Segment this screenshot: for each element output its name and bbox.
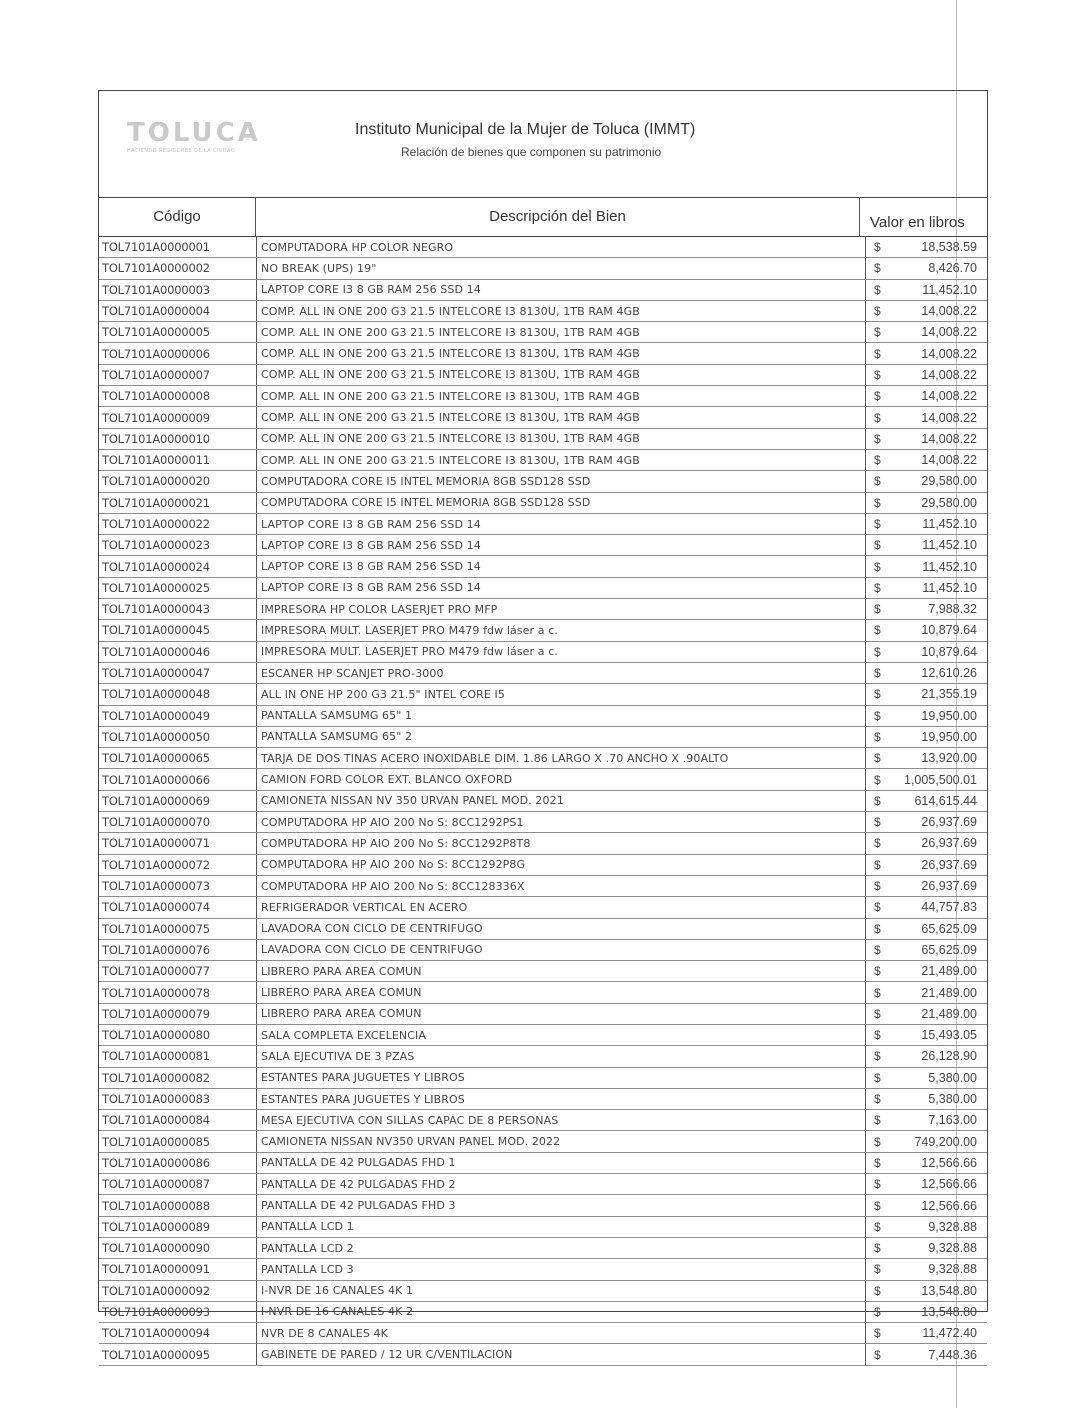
asset-code: TOL7101A0000070 (99, 812, 257, 833)
asset-code: TOL7101A0000094 (99, 1323, 257, 1344)
asset-value: 29,580.00 (894, 471, 987, 492)
asset-description: LAVADORA CON CICLO DE CENTRIFUGO (257, 939, 866, 960)
currency-symbol: $ (866, 641, 895, 662)
asset-value: 11,472.40 (894, 1323, 987, 1344)
document-subtitle: Relación de bienes que componen su patrimonio (401, 145, 662, 159)
asset-value: 26,128.90 (894, 1046, 987, 1067)
table-row (99, 258, 987, 279)
table-row (99, 1003, 987, 1024)
asset-value: 14,008.22 (894, 449, 987, 470)
currency-symbol: $ (866, 662, 895, 683)
currency-symbol: $ (866, 556, 895, 577)
asset-description: COMPUTADORA HP AIO 200 No S: 8CC128336X (257, 875, 866, 896)
currency-symbol: $ (866, 748, 895, 769)
asset-code: TOL7101A0000004 (99, 300, 257, 321)
asset-description: COMP. ALL IN ONE 200 G3 21.5 INTELCORE I3 8130U, 1TB RAM 4GB (257, 322, 866, 343)
currency-symbol: $ (866, 1259, 895, 1280)
currency-symbol: $ (866, 854, 895, 875)
table-row (99, 705, 987, 726)
asset-value: 1,005,500.01 (894, 769, 987, 790)
table-row (99, 961, 987, 982)
asset-description: COMP. ALL IN ONE 200 G3 21.5 INTELCORE I3 8130U, 1TB RAM 4GB (257, 428, 866, 449)
table-row (99, 1088, 987, 1109)
asset-code: TOL7101A0000009 (99, 407, 257, 428)
asset-code: TOL7101A0000066 (99, 769, 257, 790)
asset-description: CAMIONETA NISSAN NV350 URVAN PANEL MOD. 2022 (257, 1131, 866, 1152)
currency-symbol: $ (866, 237, 895, 258)
asset-description: SALA EJECUTIVA DE 3 PZAS (257, 1046, 866, 1067)
asset-code: TOL7101A0000001 (99, 237, 257, 258)
currency-symbol: $ (866, 577, 895, 598)
asset-code: TOL7101A0000023 (99, 535, 257, 556)
asset-value: 13,548.80 (894, 1301, 987, 1322)
asset-code: TOL7101A0000022 (99, 513, 257, 534)
asset-description: COMPUTADORA HP AIO 200 No S: 8CC1292PS1 (257, 812, 866, 833)
asset-value: 10,879.64 (894, 641, 987, 662)
table-row (99, 556, 987, 577)
asset-code: TOL7101A0000025 (99, 577, 257, 598)
table-row (99, 386, 987, 407)
asset-description: LAPTOP CORE I3 8 GB RAM 256 SSD 14 (257, 556, 866, 577)
asset-code: TOL7101A0000047 (99, 662, 257, 683)
asset-code: TOL7101A0000076 (99, 939, 257, 960)
table-row (99, 684, 987, 705)
asset-code: TOL7101A0000077 (99, 961, 257, 982)
currency-symbol: $ (866, 684, 895, 705)
asset-code: TOL7101A0000086 (99, 1152, 257, 1173)
asset-code: TOL7101A0000085 (99, 1131, 257, 1152)
table-row (99, 1195, 987, 1216)
table-row (99, 1237, 987, 1258)
table-row (99, 1152, 987, 1173)
table-row (99, 620, 987, 641)
asset-value: 21,489.00 (894, 961, 987, 982)
currency-symbol: $ (866, 1195, 895, 1216)
currency-symbol: $ (866, 790, 895, 811)
asset-value: 5,380.00 (894, 1088, 987, 1109)
asset-description: LAPTOP CORE I3 8 GB RAM 256 SSD 14 (257, 279, 866, 300)
asset-code: TOL7101A0000005 (99, 322, 257, 343)
asset-value: 14,008.22 (894, 428, 987, 449)
table-row (99, 833, 987, 854)
toluca-logo (127, 119, 272, 159)
asset-code: TOL7101A0000091 (99, 1259, 257, 1280)
asset-code: TOL7101A0000093 (99, 1301, 257, 1322)
asset-code: TOL7101A0000065 (99, 748, 257, 769)
currency-symbol: $ (866, 1088, 895, 1109)
asset-code: TOL7101A0000006 (99, 343, 257, 364)
table-row (99, 1280, 987, 1301)
asset-description: ESTANTES PARA JUGUETES Y LIBROS (257, 1088, 866, 1109)
asset-description: NVR DE 8 CANALES 4K (257, 1323, 866, 1344)
asset-code: TOL7101A0000079 (99, 1003, 257, 1024)
asset-description: I-NVR DE 16 CANALES 4K 2 (257, 1301, 866, 1322)
asset-description: LIBRERO PARA AREA COMUN (257, 961, 866, 982)
currency-symbol: $ (866, 471, 895, 492)
currency-symbol: $ (866, 449, 895, 470)
asset-description: CAMIONETA NISSAN NV 350 URVAN PANEL MOD. 2021 (257, 790, 866, 811)
asset-code: TOL7101A0000043 (99, 599, 257, 620)
asset-code: TOL7101A0000045 (99, 620, 257, 641)
asset-description: ESCANER HP SCANJET PRO-3000 (257, 662, 866, 683)
asset-description: REFRIGERADOR VERTICAL EN ACERO (257, 897, 866, 918)
asset-description: ALL IN ONE HP 200 G3 21.5" INTEL CORE I5 (257, 684, 866, 705)
table-row (99, 662, 987, 683)
table-row (99, 471, 987, 492)
asset-description: LAPTOP CORE I3 8 GB RAM 256 SSD 14 (257, 577, 866, 598)
table-row (99, 599, 987, 620)
asset-description: TARJA DE DOS TINAS ACERO INOXIDABLE DIM. 1.86 LARGO X .70 ANCHO X .90ALTO (257, 748, 866, 769)
currency-symbol: $ (866, 279, 895, 300)
asset-code: TOL7101A0000075 (99, 918, 257, 939)
currency-symbol: $ (866, 726, 895, 747)
table-row (99, 1131, 987, 1152)
header-divider (859, 197, 860, 237)
asset-code: TOL7101A0000083 (99, 1088, 257, 1109)
asset-code: TOL7101A0000021 (99, 492, 257, 513)
asset-value: 11,452.10 (894, 577, 987, 598)
asset-description: COMP. ALL IN ONE 200 G3 21.5 INTELCORE I3 8130U, 1TB RAM 4GB (257, 386, 866, 407)
asset-value: 12,566.66 (894, 1174, 987, 1195)
table-row (99, 1067, 987, 1088)
column-header-value: Valor en libros (860, 197, 987, 237)
currency-symbol: $ (866, 322, 895, 343)
currency-symbol: $ (866, 492, 895, 513)
asset-value: 7,163.00 (894, 1110, 987, 1131)
asset-code: TOL7101A0000010 (99, 428, 257, 449)
asset-table (99, 237, 987, 1366)
asset-code: TOL7101A0000087 (99, 1174, 257, 1195)
table-row (99, 1301, 987, 1322)
asset-value: 8,426.70 (894, 258, 987, 279)
asset-description: LAVADORA CON CICLO DE CENTRIFUGO (257, 918, 866, 939)
currency-symbol: $ (866, 1237, 895, 1258)
asset-description: PANTALLA SAMSUMG 65" 1 (257, 705, 866, 726)
asset-description: I-NVR DE 16 CANALES 4K 1 (257, 1280, 866, 1301)
asset-value: 9,328.88 (894, 1216, 987, 1237)
table-row (99, 982, 987, 1003)
currency-symbol: $ (866, 939, 895, 960)
asset-value: 12,566.66 (894, 1195, 987, 1216)
asset-code: TOL7101A0000002 (99, 258, 257, 279)
asset-description: LAPTOP CORE I3 8 GB RAM 256 SSD 14 (257, 513, 866, 534)
table-row (99, 812, 987, 833)
currency-symbol: $ (866, 982, 895, 1003)
table-row (99, 237, 987, 258)
asset-value: 11,452.10 (894, 556, 987, 577)
currency-symbol: $ (866, 1323, 895, 1344)
asset-code: TOL7101A0000048 (99, 684, 257, 705)
asset-description: PANTALLA SAMSUMG 65" 2 (257, 726, 866, 747)
table-row (99, 279, 987, 300)
asset-value: 15,493.05 (894, 1024, 987, 1045)
asset-sheet (98, 90, 988, 1362)
table-row (99, 364, 987, 385)
asset-code: TOL7101A0000074 (99, 897, 257, 918)
table-row (99, 875, 987, 896)
logo-tagline: HACIENDO REGIDORES DE LA CIUDAD (127, 148, 236, 154)
asset-value: 12,610.26 (894, 662, 987, 683)
currency-symbol: $ (866, 535, 895, 556)
asset-description: LIBRERO PARA AREA COMUN (257, 1003, 866, 1024)
asset-code: TOL7101A0000069 (99, 790, 257, 811)
header-divider (255, 197, 256, 237)
asset-description: MESA EJECUTIVA CON SILLAS CAPAC DE 8 PERSONAS (257, 1110, 866, 1131)
currency-symbol: $ (866, 1152, 895, 1173)
asset-value: 14,008.22 (894, 386, 987, 407)
asset-value: 13,920.00 (894, 748, 987, 769)
asset-value: 10,879.64 (894, 620, 987, 641)
asset-value: 29,580.00 (894, 492, 987, 513)
asset-description: COMP. ALL IN ONE 200 G3 21.5 INTELCORE I3 8130U, 1TB RAM 4GB (257, 407, 866, 428)
asset-code: TOL7101A0000071 (99, 833, 257, 854)
column-header-code: Código (99, 197, 255, 237)
table-row (99, 1216, 987, 1237)
asset-code: TOL7101A0000011 (99, 449, 257, 470)
asset-code: TOL7101A0000073 (99, 875, 257, 896)
asset-code: TOL7101A0000020 (99, 471, 257, 492)
table-row (99, 1259, 987, 1280)
asset-code: TOL7101A0000082 (99, 1067, 257, 1088)
document-header (99, 91, 987, 198)
currency-symbol: $ (866, 599, 895, 620)
table-row (99, 1344, 987, 1365)
table-row (99, 407, 987, 428)
currency-symbol: $ (866, 833, 895, 854)
table-row (99, 343, 987, 364)
asset-description: PANTALLA LCD 3 (257, 1259, 866, 1280)
asset-value: 11,452.10 (894, 279, 987, 300)
asset-value: 5,380.00 (894, 1067, 987, 1088)
table-row (99, 492, 987, 513)
asset-description: COMP. ALL IN ONE 200 G3 21.5 INTELCORE I3 8130U, 1TB RAM 4GB (257, 449, 866, 470)
table-row (99, 726, 987, 747)
table-row (99, 748, 987, 769)
asset-value: 26,937.69 (894, 854, 987, 875)
asset-value: 9,328.88 (894, 1237, 987, 1258)
asset-code: TOL7101A0000078 (99, 982, 257, 1003)
asset-description: LAPTOP CORE I3 8 GB RAM 256 SSD 14 (257, 535, 866, 556)
currency-symbol: $ (866, 1301, 895, 1322)
currency-symbol: $ (866, 428, 895, 449)
asset-code: TOL7101A0000095 (99, 1344, 257, 1365)
asset-code: TOL7101A0000084 (99, 1110, 257, 1131)
currency-symbol: $ (866, 343, 895, 364)
asset-value: 9,328.88 (894, 1259, 987, 1280)
asset-description: COMP. ALL IN ONE 200 G3 21.5 INTELCORE I3 8130U, 1TB RAM 4GB (257, 364, 866, 385)
logo-wordmark: TOLUCA (127, 118, 261, 148)
asset-code: TOL7101A0000081 (99, 1046, 257, 1067)
asset-description: IMPRESORA MULT. LASERJET PRO M479 fdw láser a c. (257, 620, 866, 641)
asset-code: TOL7101A0000049 (99, 705, 257, 726)
currency-symbol: $ (866, 961, 895, 982)
table-row (99, 1110, 987, 1131)
currency-symbol: $ (866, 1003, 895, 1024)
asset-table-body (99, 237, 987, 1365)
asset-value: 11,452.10 (894, 535, 987, 556)
table-row (99, 449, 987, 470)
asset-value: 14,008.22 (894, 364, 987, 385)
asset-value: 13,548.80 (894, 1280, 987, 1301)
asset-value: 7,988.32 (894, 599, 987, 620)
asset-description: CAMION FORD COLOR EXT. BLANCO OXFORD (257, 769, 866, 790)
asset-description: COMPUTADORA CORE I5 INTEL MEMORIA 8GB SSD128 SSD (257, 471, 866, 492)
asset-value: 14,008.22 (894, 407, 987, 428)
table-row (99, 939, 987, 960)
asset-description: IMPRESORA MULT. LASERJET PRO M479 fdw láser a c. (257, 641, 866, 662)
asset-code: TOL7101A0000088 (99, 1195, 257, 1216)
asset-value: 65,625.09 (894, 918, 987, 939)
asset-code: TOL7101A0000072 (99, 854, 257, 875)
table-row (99, 535, 987, 556)
currency-symbol: $ (866, 897, 895, 918)
asset-value: 14,008.22 (894, 322, 987, 343)
institution-name: Instituto Municipal de la Mujer de Toluca (IMMT) (355, 121, 696, 138)
table-row (99, 428, 987, 449)
currency-symbol: $ (866, 513, 895, 534)
asset-value: 65,625.09 (894, 939, 987, 960)
asset-code: TOL7101A0000092 (99, 1280, 257, 1301)
asset-value: 21,489.00 (894, 982, 987, 1003)
currency-symbol: $ (866, 1046, 895, 1067)
currency-symbol: $ (866, 1110, 895, 1131)
table-row (99, 300, 987, 321)
table-row (99, 790, 987, 811)
table-row (99, 897, 987, 918)
asset-value: 26,937.69 (894, 833, 987, 854)
asset-description: COMPUTADORA HP AIO 200 No S: 8CC1292P8T8 (257, 833, 866, 854)
currency-symbol: $ (866, 258, 895, 279)
currency-symbol: $ (866, 705, 895, 726)
table-row (99, 1323, 987, 1344)
asset-value: 44,757.83 (894, 897, 987, 918)
currency-symbol: $ (866, 300, 895, 321)
asset-code: TOL7101A0000007 (99, 364, 257, 385)
asset-value: 749,200.00 (894, 1131, 987, 1152)
currency-symbol: $ (866, 364, 895, 385)
asset-description: COMP. ALL IN ONE 200 G3 21.5 INTELCORE I3 8130U, 1TB RAM 4GB (257, 300, 866, 321)
asset-code: TOL7101A0000003 (99, 279, 257, 300)
asset-code: TOL7101A0000024 (99, 556, 257, 577)
currency-symbol: $ (866, 1174, 895, 1195)
asset-value: 7,448.36 (894, 1344, 987, 1365)
asset-description: ESTANTES PARA JUGUETES Y LIBROS (257, 1067, 866, 1088)
table-row (99, 322, 987, 343)
asset-description: COMPUTADORA CORE I5 INTEL MEMORIA 8GB SSD128 SSD (257, 492, 866, 513)
asset-description: COMPUTADORA HP AIO 200 No S: 8CC1292P8G (257, 854, 866, 875)
currency-symbol: $ (866, 620, 895, 641)
asset-value: 26,937.69 (894, 875, 987, 896)
asset-description: NO BREAK (UPS) 19" (257, 258, 866, 279)
asset-value: 14,008.22 (894, 300, 987, 321)
currency-symbol: $ (866, 386, 895, 407)
asset-code: TOL7101A0000008 (99, 386, 257, 407)
asset-value: 614,615.44 (894, 790, 987, 811)
table-row (99, 513, 987, 534)
table-row (99, 641, 987, 662)
asset-code: TOL7101A0000046 (99, 641, 257, 662)
asset-code: TOL7101A0000080 (99, 1024, 257, 1045)
asset-description: PANTALLA DE 42 PULGADAS FHD 3 (257, 1195, 866, 1216)
asset-value: 19,950.00 (894, 705, 987, 726)
table-row (99, 918, 987, 939)
table-row (99, 769, 987, 790)
table-row (99, 577, 987, 598)
currency-symbol: $ (866, 812, 895, 833)
currency-symbol: $ (866, 769, 895, 790)
asset-description: COMPUTADORA HP COLOR NEGRO (257, 237, 866, 258)
asset-code: TOL7101A0000089 (99, 1216, 257, 1237)
asset-description: LIBRERO PARA AREA COMUN (257, 982, 866, 1003)
currency-symbol: $ (866, 1280, 895, 1301)
table-row (99, 854, 987, 875)
asset-description: PANTALLA DE 42 PULGADAS FHD 1 (257, 1152, 866, 1173)
asset-value: 14,008.22 (894, 343, 987, 364)
asset-description: IMPRESORA HP COLOR LASERJET PRO MFP (257, 599, 866, 620)
asset-description: PANTALLA LCD 1 (257, 1216, 866, 1237)
asset-value: 19,950.00 (894, 726, 987, 747)
asset-description: GABINETE DE PARED / 12 UR C/VENTILACION (257, 1344, 866, 1365)
currency-symbol: $ (866, 1024, 895, 1045)
asset-value: 18,538.59 (894, 237, 987, 258)
currency-symbol: $ (866, 1344, 895, 1365)
asset-value: 11,452.10 (894, 513, 987, 534)
column-header-description: Descripción del Bien (256, 197, 859, 237)
currency-symbol: $ (866, 1067, 895, 1088)
currency-symbol: $ (866, 407, 895, 428)
asset-description: COMP. ALL IN ONE 200 G3 21.5 INTELCORE I3 8130U, 1TB RAM 4GB (257, 343, 866, 364)
currency-symbol: $ (866, 918, 895, 939)
currency-symbol: $ (866, 1216, 895, 1237)
table-row (99, 1174, 987, 1195)
table-row (99, 1046, 987, 1067)
asset-value: 26,937.69 (894, 812, 987, 833)
asset-value: 21,355.19 (894, 684, 987, 705)
asset-description: PANTALLA DE 42 PULGADAS FHD 2 (257, 1174, 866, 1195)
asset-code: TOL7101A0000090 (99, 1237, 257, 1258)
table-row (99, 1024, 987, 1045)
currency-symbol: $ (866, 875, 895, 896)
asset-description: PANTALLA LCD 2 (257, 1237, 866, 1258)
currency-symbol: $ (866, 1131, 895, 1152)
asset-value: 12,566.66 (894, 1152, 987, 1173)
asset-value: 21,489.00 (894, 1003, 987, 1024)
asset-description: SALA COMPLETA EXCELENCIA (257, 1024, 866, 1045)
asset-code: TOL7101A0000050 (99, 726, 257, 747)
